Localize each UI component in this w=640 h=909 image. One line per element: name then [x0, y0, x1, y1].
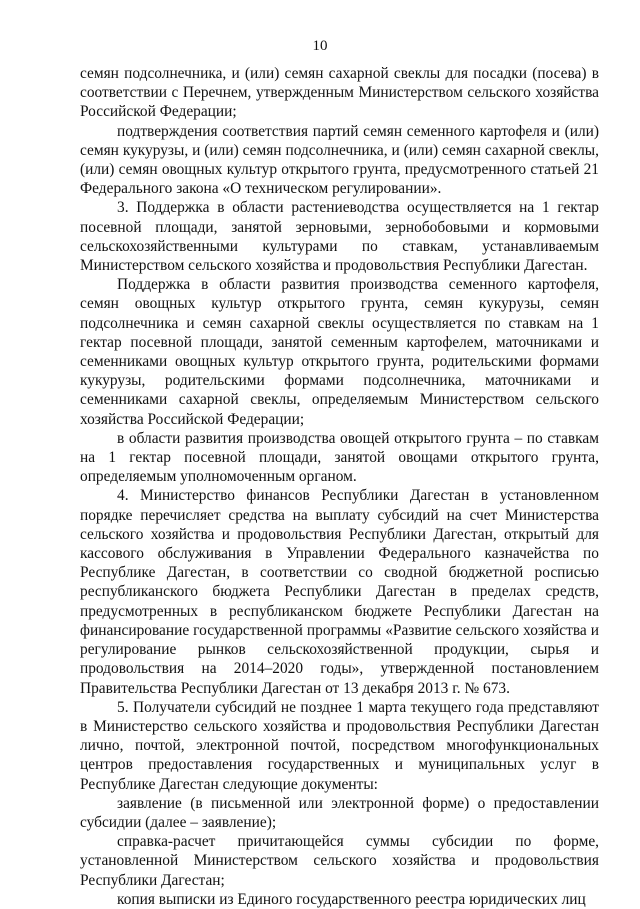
page-number: 10 — [312, 38, 328, 54]
paragraph-calculation-certificate: справка-расчет причитающейся суммы субсидии по форме, установленной Министерством сельского хозяйства и продовольствия Республики Дагестан; — [80, 833, 599, 889]
paragraph-clause-4: 4. Министерство финансов Республики Дагестан в установленном порядке перечисляет средства на выплату субсидий на счет Министерства сельского хозяйства и продовольствия Республики Дагестан, открытый для кассового обслуживания в Управлении Федерального казначейства по Республике Дагестан, в соответствии со сводной бюджетной росписью республиканского бюджета Республики Дагестан в пределах средств, предусмотренных в республиканском бюджете Республики Дагестан на финансирование государственной программы «Развитие сельского хозяйства и регулирование рынков сельскохозяйственной продукции, сырья и продовольствия на 2014–2020 годы», утвержденной постановлением Правительства Республики Дагестан от 13 декабря 2013 г. № 673. — [80, 487, 599, 697]
paragraph-seed-production-support: Поддержка в области развития производства семенного картофеля, семян овощных культур открытого грунта, семян кукурузы, семян подсолнечника и семян сахарной свеклы осуществляется по ставкам на 1 гектар посевной площади, занятой семенным картофелем, маточниками и семенниками овощных культур открытого грунта, родительскими формами кукурузы, родительскими формами подсолнечника, маточниками и семенниками сахарной свеклы, определяемым Министерством сельского хозяйства Российской Федерации; — [80, 276, 599, 428]
document-body — [80, 64, 599, 909]
paragraph-registry-extract: копия выписки из Единого государственного реестра юридических лиц — [117, 890, 586, 908]
paragraph-clause-3: 3. Поддержка в области растениеводства осуществляется на 1 гектар посевной площади, занятой зерновыми, зернобобовыми и кормовыми сельскохозяйственными культурами по ставкам, устанавливаемым Министерством сельского хозяйства и продовольствия Республики Дагестан. — [80, 199, 599, 275]
paragraph-seed-conformity: подтверждения соответствия партий семян семенного картофеля и (или) семян кукурузы, и (или) семян подсолнечника, и (или) семян сахарной свеклы, (или) семян овощных культур открытого грунта, предусмотренного статьей 21 Федерального закона «О техническом регулировании». — [80, 122, 599, 198]
paragraph-seed-varieties-continuation: семян подсолнечника, и (или) семян сахарной свеклы для посадки (посева) в соответствии с Перечнем, утвержденным Министерством сельского хозяйства Российской Федерации; — [80, 65, 599, 121]
paragraph-clause-5: 5. Получатели субсидий не позднее 1 марта текущего года представляют в Министерство сельского хозяйства и продовольствия Республики Дагестан лично, почтой, электронной почтой, посредством многофункциональных центров предоставления государственных и муниципальных услуг в Республике Дагестан следующие документы: — [80, 698, 599, 793]
paragraph-open-ground-vegetables: в области развития производства овощей открытого грунта – по ставкам на 1 гектар посевной площади, занятой овощами открытого грунта, определяемым уполномоченным органом. — [80, 429, 599, 486]
paragraph-application: заявление (в письменной или электронной форме) о предоставлении субсидии (далее – заявление); — [80, 794, 599, 831]
